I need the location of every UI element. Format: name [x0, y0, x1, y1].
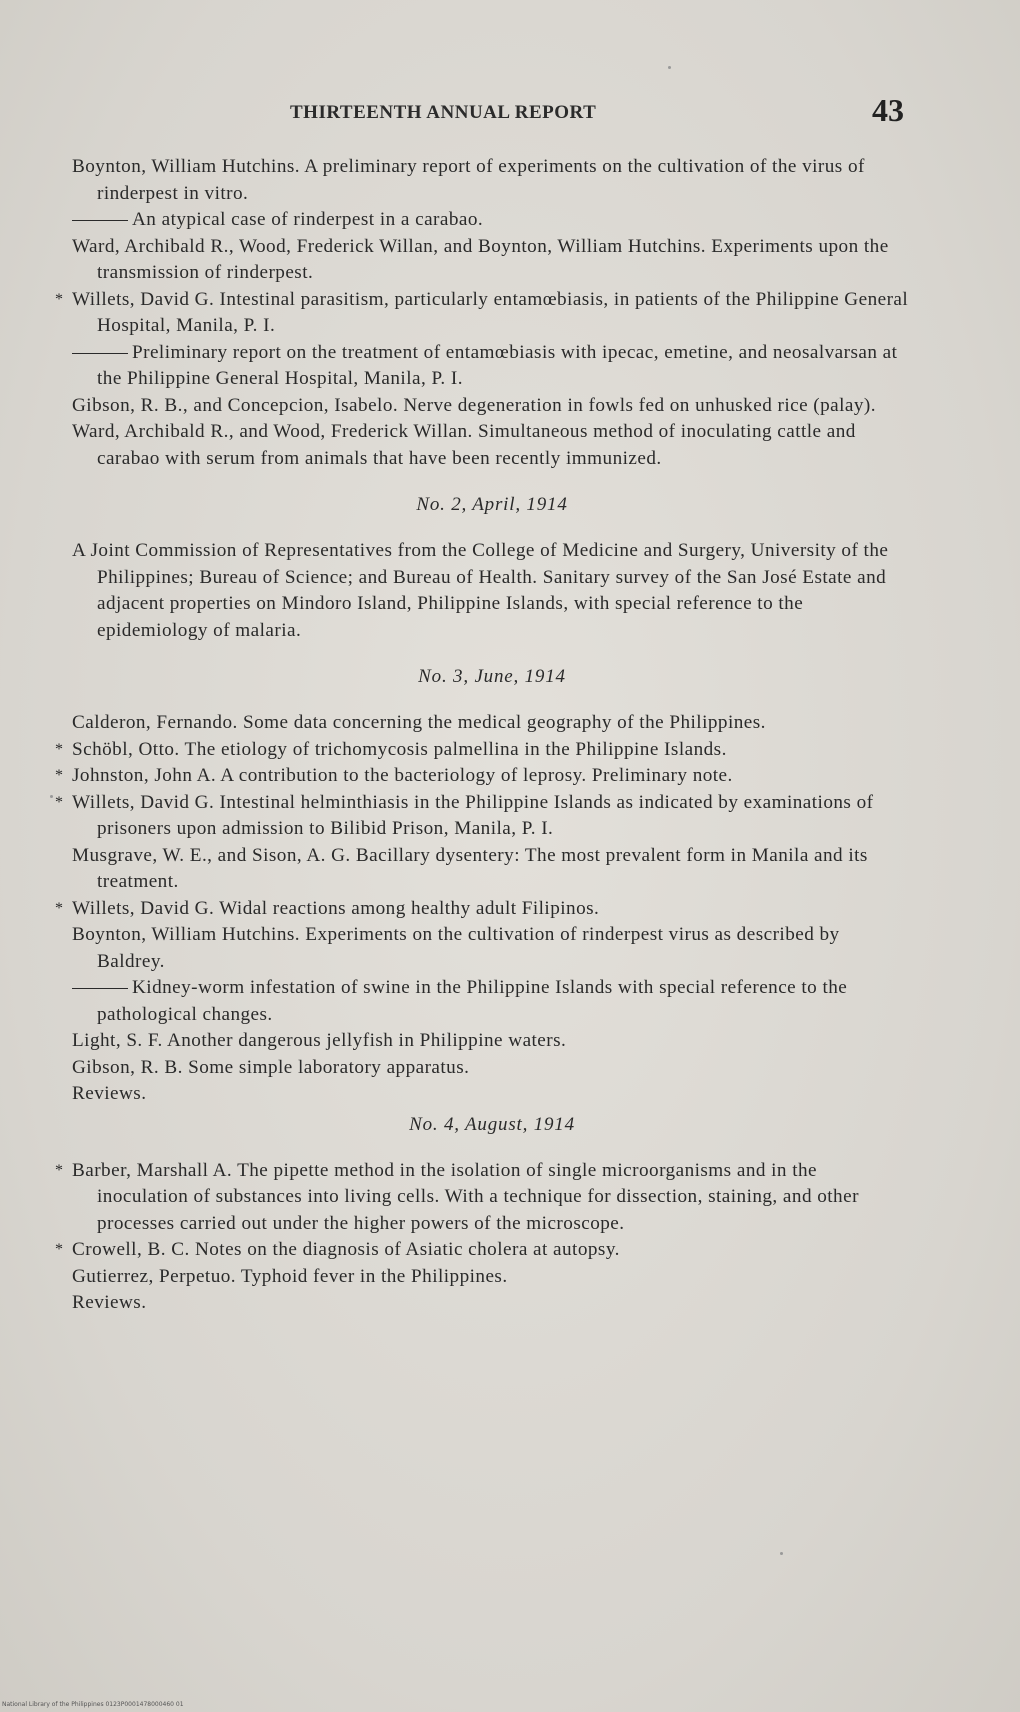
bibliography-entry [72, 287, 912, 340]
bibliography-entry [72, 1158, 912, 1238]
ditto-dash [72, 220, 128, 221]
entry-text: Boynton, William Hutchins. A preliminary report of experiments on the cultivation of the virus of rinderpest in vitro. [72, 156, 865, 204]
paper-speck [50, 795, 53, 798]
section-heading-june: No. 3, June, 1914 [418, 666, 566, 687]
entry-text: Ward, Archibald R., Wood, Frederick Willan, and Boynton, William Hutchins. Experiments upon the transmission of rinderpest. [72, 235, 889, 283]
entry-text: Willets, David G. Widal reactions among healthy adult Filipinos. [72, 897, 600, 919]
paper-speck [780, 1552, 783, 1555]
entry-text: Gutierrez, Perpetuo. Typhoid fever in the Philippines. [72, 1265, 508, 1287]
bibliography-entry [72, 393, 912, 420]
bibliography-entry [72, 843, 912, 896]
entry-text: A Joint Commission of Representatives from the College of Medicine and Surgery, University of the Philippines; Bureau of Science; and Bureau of Health. Sanitary survey of the San José Estate and adjacent properties on Mindoro Island, Philippine Islands, with special reference to the epidemiology of malaria. [72, 540, 889, 641]
bibliography-entry [72, 1290, 912, 1317]
entry-text: Gibson, R. B., and Concepcion, Isabelo. Nerve degeneration in fowls fed on unhusked rice (palay). [72, 394, 877, 416]
entry-text: Light, S. F. Another dangerous jellyfish in Philippine waters. [72, 1030, 567, 1051]
entry-text: Gibson, R. B. Some simple laboratory apparatus. [72, 1056, 470, 1078]
entry-text: Preliminary report on the treatment of entamœbiasis with ipecac, emetine, and neosalvarsan at the Philippine General Hospital, Manila, P. I. [97, 341, 898, 389]
bibliography-entry [72, 896, 912, 923]
report-title: THIRTEENTH ANNUAL REPORT [290, 102, 597, 123]
section-heading-april: No. 2, April, 1914 [416, 494, 568, 515]
page-header [0, 92, 1020, 136]
bibliography-entry [72, 1028, 912, 1055]
bibliography-entry [72, 1055, 912, 1082]
bibliography-entry [72, 340, 912, 393]
entries-block-1 [72, 154, 912, 472]
scan-footer-note: National Library of the Philippines 0123P0001478000460 01 [2, 1701, 184, 1708]
bibliography-entry [72, 737, 912, 764]
ditto-dash [72, 353, 128, 354]
entries-block-april [72, 538, 912, 644]
bibliography-entry [72, 922, 912, 975]
entry-text: An atypical case of rinderpest in a carabao. [132, 209, 484, 230]
bibliography-entry [72, 1237, 912, 1264]
bibliography-entry [72, 207, 912, 234]
entry-text: Crowell, B. C. Notes on the diagnosis of Asiatic cholera at autopsy. [72, 1239, 620, 1260]
bibliography-entry [72, 1264, 912, 1291]
page-number: 43 [872, 92, 904, 128]
entry-text: Johnston, John A. A contribution to the bacteriology of leprosy. Preliminary note. [72, 765, 733, 786]
bibliography-entry [72, 790, 912, 843]
bibliography-entry [72, 538, 912, 644]
bibliography-entry [72, 154, 912, 207]
bibliography-entry [72, 975, 912, 1028]
bibliography-entry [72, 710, 912, 737]
entry-text: Willets, David G. Intestinal helminthiasis in the Philippine Islands as indicated by examinations of prisoners upon admission to Bilibid Prison, Manila, P. I. [72, 791, 874, 839]
entry-text: Calderon, Fernando. Some data concerning the medical geography of the Philippines. [72, 712, 766, 733]
bibliography-content [72, 154, 912, 1317]
bibliography-entry [72, 234, 912, 287]
entry-text: Schöbl, Otto. The etiology of trichomycosis palmellina in the Philippine Islands. [72, 738, 727, 760]
bibliography-entry [72, 1081, 912, 1108]
entry-text: Barber, Marshall A. The pipette method in the isolation of single microorganisms and in the inoculation of substances into living cells. With a technique for dissection, staining, and other processes carried out under the higher powers of the microscope. [72, 1159, 859, 1234]
entries-block-august [72, 1158, 912, 1317]
entry-text: Ward, Archibald R., and Wood, Frederick Willan. Simultaneous method of inoculating cattle and carabao with serum from animals that have been recently immunized. [72, 421, 856, 469]
entry-text: Reviews. [72, 1083, 147, 1104]
ditto-dash [72, 988, 128, 989]
entry-text: Reviews. [72, 1292, 147, 1313]
entry-text: Musgrave, W. E., and Sison, A. G. Bacillary dysentery: The most prevalent form in Manila and its treatment. [72, 844, 868, 892]
entry-text: Kidney-worm infestation of swine in the Philippine Islands with special reference to the pathological changes. [97, 977, 848, 1025]
section-heading-august: No. 4, August, 1914 [409, 1113, 575, 1135]
bibliography-entry [72, 763, 912, 790]
bibliography-entry [72, 419, 912, 472]
paper-speck [668, 66, 671, 69]
entry-text: Willets, David G. Intestinal parasitism, particularly entamœbiasis, in patients of the Philippine General Hospital, Manila, P. I. [72, 288, 909, 336]
entries-block-june [72, 710, 912, 1108]
entry-text: Boynton, William Hutchins. Experiments on the cultivation of rinderpest virus as described by Baldrey. [72, 924, 840, 972]
